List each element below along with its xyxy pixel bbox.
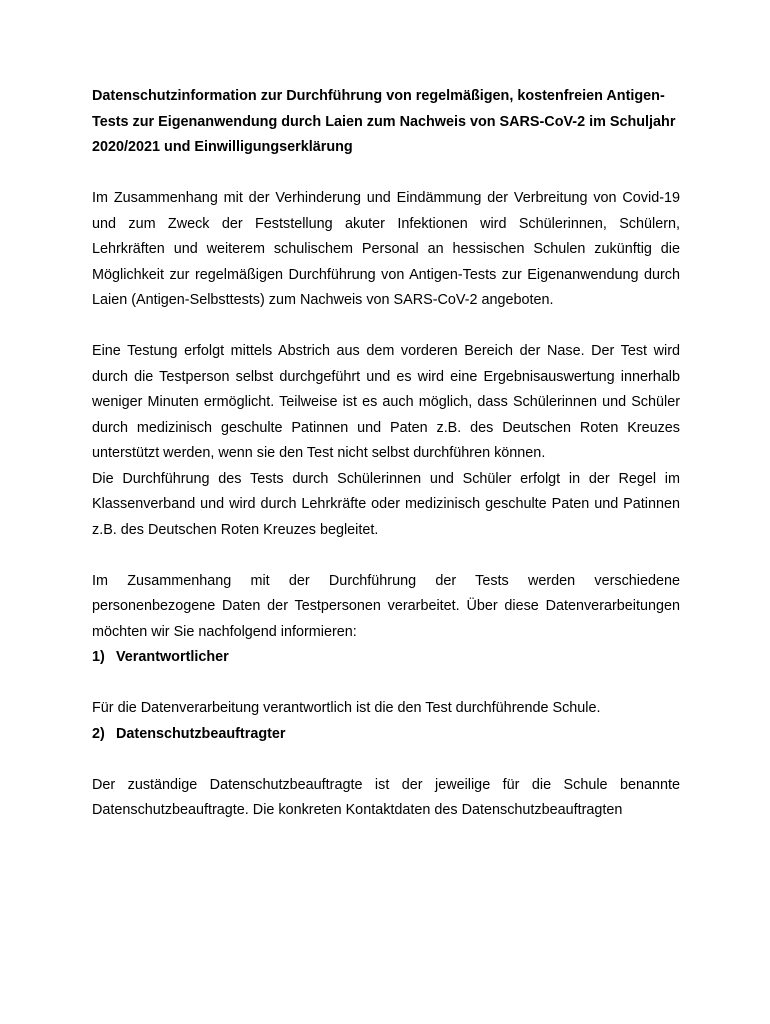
document-page: [92, 84, 680, 824]
paragraph-procedure: Die Durchführung des Tests durch Schülerinnen und Schüler erfolgt in der Regel im Klassenverband und wird durch Lehrkräfte oder medizinisch geschulte Paten und Patinnen z.B. des Deutschen Roten Kreuzes begleitet.: [92, 470, 680, 538]
section-title: Datenschutzbeauftragter: [116, 725, 286, 742]
paragraph-intro: Im Zusammenhang mit der Verhinderung und Eindämmung der Verbreitung von Covid-19 und zum Zweck der Feststellung akuter Infektionen wird Schülerinnen, Schülern, Lehrkräften und weiterem schulischem Personal an hessischen Schulen zukünftig die Möglichkeit zur regelmäßigen Durchführung von Antigen-Tests zur Eigenanwendung durch Laien (Antigen-Selbsttests) zum Nachweis von SARS-CoV-2 angeboten.: [92, 190, 680, 308]
section-heading-responsible: [92, 645, 680, 671]
section-number: 1): [92, 649, 105, 665]
paragraph-testing: Eine Testung erfolgt mittels Abstrich aus dem vorderen Bereich der Nase. Der Test wird durch die Testperson selbst durchgeführt und es wird eine Ergebnisauswertung innerhalb weniger Minuten ermöglicht. Teilweise ist es auch möglich, dass Schülerinnen und Schüler durch medizinisch geschulte Patinnen und Paten z.B. des Deutschen Roten Kreuzes unterstützt werden, wenn sie den Test nicht selbst durchführen können.: [92, 343, 680, 461]
section-text-dpo: Der zuständige Datenschutzbeauftragte ist der jeweilige für die Schule benannte Datenschutzbeauftragte. Die konkreten Kontaktdaten des Datenschutzbeauftragten: [92, 776, 680, 818]
section-number: 2): [92, 725, 105, 742]
section-heading-dpo: [92, 722, 680, 748]
section-title: Verantwortlicher: [116, 649, 229, 665]
paragraph-data-processing: Im Zusammenhang mit der Durchführung der Tests werden verschiedene personenbezogene Daten der Testpersonen verarbeitet. Über diese Datenverarbeitungen möchten wir Sie nachfolgend informieren:: [92, 572, 680, 640]
section-text-responsible: Für die Datenverarbeitung verantwortlich ist die den Test durchführende Schule.: [92, 700, 601, 716]
document-title: Datenschutzinformation zur Durchführung von regelmäßigen, kostenfreien Antigen-Tests zur Eigenanwendung durch Laien zum Nachweis von SARS-CoV-2 im Schuljahr 2020/2021 und Einwilligungserklärung: [92, 88, 676, 155]
